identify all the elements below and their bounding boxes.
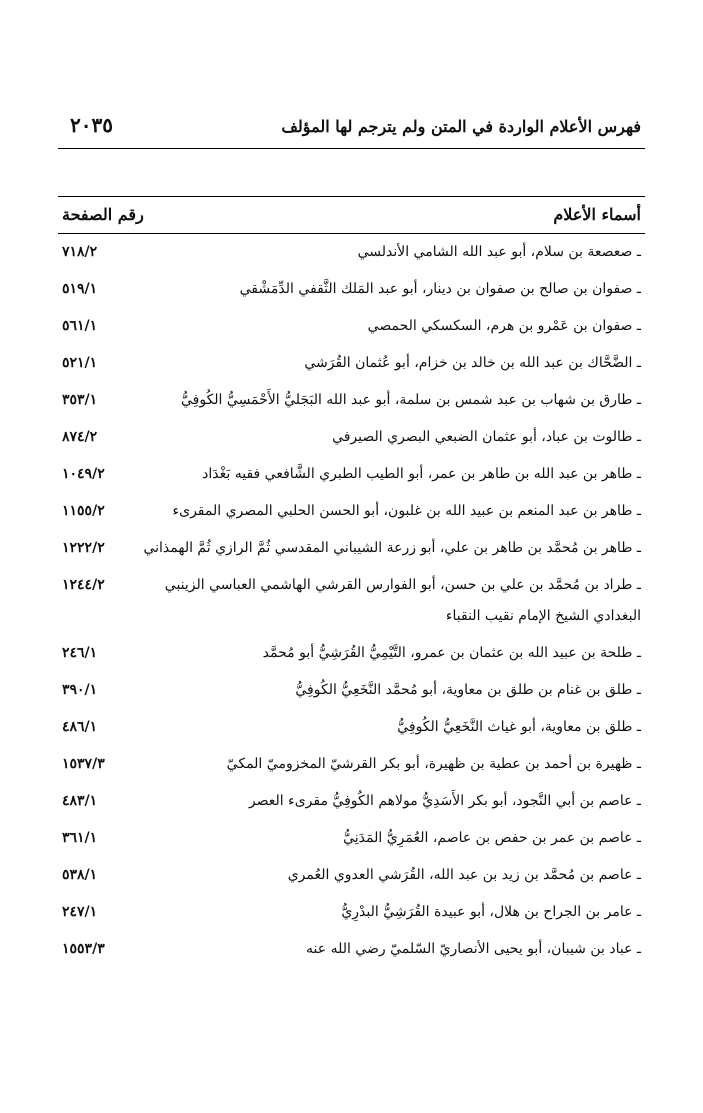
entry-name: ـ صعصعة بن سلام، أبو عبد الله الشامي الأندلسي xyxy=(357,244,641,260)
entry-name: ـ الضَّحَّاك بن عبد الله بن خالد بن خزام، أبو عُثمان القُرَشي xyxy=(304,355,641,371)
entry-name: ـ عاصم بن مُحمَّد بن زيد بن عبد الله، القُرَشي العدوي العُمري xyxy=(287,867,641,883)
index-entry xyxy=(62,675,641,706)
entry-name: ـ صفوان بن صالح بن صفوان بن دينار، أبو عبد المَلك الثَّقفي الدِّمَشْقي xyxy=(239,281,641,297)
entry-name: ـ عباد بن شيبان، أبو يحيى الأنصاريّ السّلميّ رضي الله عنه xyxy=(306,941,641,957)
index-entry xyxy=(62,638,641,669)
index-entry xyxy=(62,348,641,379)
index-entry xyxy=(62,897,641,928)
entry-name: ـ طلق بن غنام بن طلق بن معاوية، أبو مُحمَّد النَّخَعِيُّ الكُوفِيُّ xyxy=(295,682,641,698)
entry-page-ref: ٤٨٣/١ xyxy=(62,793,98,809)
column-header xyxy=(62,200,641,228)
entry-name: ـ عاصم بن عمر بن حفص بن عاصم، العُمَرِيُّ المَدَنِيُّ xyxy=(343,830,641,846)
entry-page-ref: ٤٨٦/١ xyxy=(62,719,98,735)
entry-page-ref: ١١٥٥/٢ xyxy=(62,503,105,519)
index-entries xyxy=(62,237,641,971)
entry-page-ref: ١٢٤٤/٢ xyxy=(62,577,105,593)
table-header-rule xyxy=(58,233,645,234)
page-number: ٢٠٣٥ xyxy=(70,113,113,137)
index-entry xyxy=(62,570,641,632)
entry-page-ref: ٣٥٣/١ xyxy=(62,392,98,408)
entry-name: ـ طاهر بن عبد المنعم بن عبيد الله بن غلبون، أبو الحسن الحلبي المصري المقرىء xyxy=(172,503,641,519)
index-entry xyxy=(62,496,641,527)
entry-page-ref: ٥٢١/١ xyxy=(62,355,98,371)
entry-page-ref: ٥٣٨/١ xyxy=(62,867,98,883)
index-entry xyxy=(62,237,641,268)
entry-page-ref: ٥٦١/١ xyxy=(62,318,98,334)
header-divider xyxy=(58,148,645,149)
entry-name: ـ طلق بن معاوية، أبو غياث النَّخَعِيُّ الكُوفِيُّ xyxy=(397,719,641,735)
entry-page-ref: ١٥٣٧/٣ xyxy=(62,756,105,772)
index-entry xyxy=(62,712,641,743)
entry-name: ـ طالوت بن عباد، أبو عثمان الضبعي البصري الصيرفي xyxy=(332,429,641,445)
entry-page-ref: ٢٤٧/١ xyxy=(62,904,98,920)
names-column-label: أسماء الأعلام xyxy=(553,204,641,224)
entry-page-ref: ١٥٥٣/٣ xyxy=(62,941,105,957)
entry-name: ـ طارق بن شهاب بن عبد شمس بن سلمة، أبو عبد الله البَجَليُّ الأَحْمَسِيُّ الكُوفِيُّ xyxy=(180,392,641,408)
index-entry xyxy=(62,422,641,453)
entry-name: ـ طراد بن مُحمَّد بن علي بن حسن، أبو الفوارس القرشي الهاشمي العباسي الزينبي البغدادي الشيخ الإمام نقيب النقباء xyxy=(164,577,641,624)
entry-name: ـ طلحة بن عبيد الله بن عثمان بن عمرو، التَّيْمِيُّ القُرَشِيُّ أبو مُحمَّد xyxy=(262,645,641,661)
index-entry xyxy=(62,533,641,564)
entry-page-ref: ٣٩٠/١ xyxy=(62,682,98,698)
entry-page-ref: ٨٧٤/٢ xyxy=(62,429,98,445)
running-head xyxy=(70,113,641,141)
index-entry xyxy=(62,823,641,854)
index-entry xyxy=(62,749,641,780)
entry-name: ـ عامر بن الجراح بن هلال، أبو عبيدة القُرَشِيُّ البدْرِيُّ xyxy=(341,904,641,920)
index-entry xyxy=(62,385,641,416)
table-top-rule xyxy=(58,196,645,197)
entry-name: ـ طاهر بن مُحمَّد بن طاهر بن علي، أبو زرعة الشيباني المقدسي ثُمَّ الرازي ثُمَّ الهمذاني xyxy=(143,540,641,556)
index-entry xyxy=(62,860,641,891)
entry-page-ref: ١٠٤٩/٢ xyxy=(62,466,105,482)
entry-name: ـ عاصم بن أبي النَّجود، أبو بكر الأَسَدِيُّ مولاهم الكُوفِيُّ مقرىء العصر xyxy=(248,793,641,809)
entry-page-ref: ١٢٢٢/٢ xyxy=(62,540,105,556)
entry-page-ref: ٥١٩/١ xyxy=(62,281,98,297)
index-entry xyxy=(62,459,641,490)
entry-page-ref: ٢٤٦/١ xyxy=(62,645,98,661)
entry-page-ref: ٣٦١/١ xyxy=(62,830,98,846)
entry-name: ـ طاهر بن عبد الله بن طاهر بن عمر، أبو الطيب الطبري الشَّافعي فقيه بَغْدَاد xyxy=(202,466,641,482)
entry-name: ـ ظهيرة بن أحمد بن عطية بن ظهيرة، أبو بكر القرشيّ المخزوميّ المكيّ xyxy=(226,756,641,772)
running-title: فهرس الأعلام الواردة في المتن ولم يترجم لها المؤلف xyxy=(281,117,641,136)
page-column-label: رقم الصفحة xyxy=(62,204,144,224)
index-entry xyxy=(62,786,641,817)
index-entry xyxy=(62,311,641,342)
index-entry xyxy=(62,934,641,965)
entry-page-ref: ٧١٨/٢ xyxy=(62,244,98,260)
index-entry xyxy=(62,274,641,305)
entry-name: ـ صفوان بن عَمْرو بن هرم، السكسكي الحمصي xyxy=(367,318,641,334)
